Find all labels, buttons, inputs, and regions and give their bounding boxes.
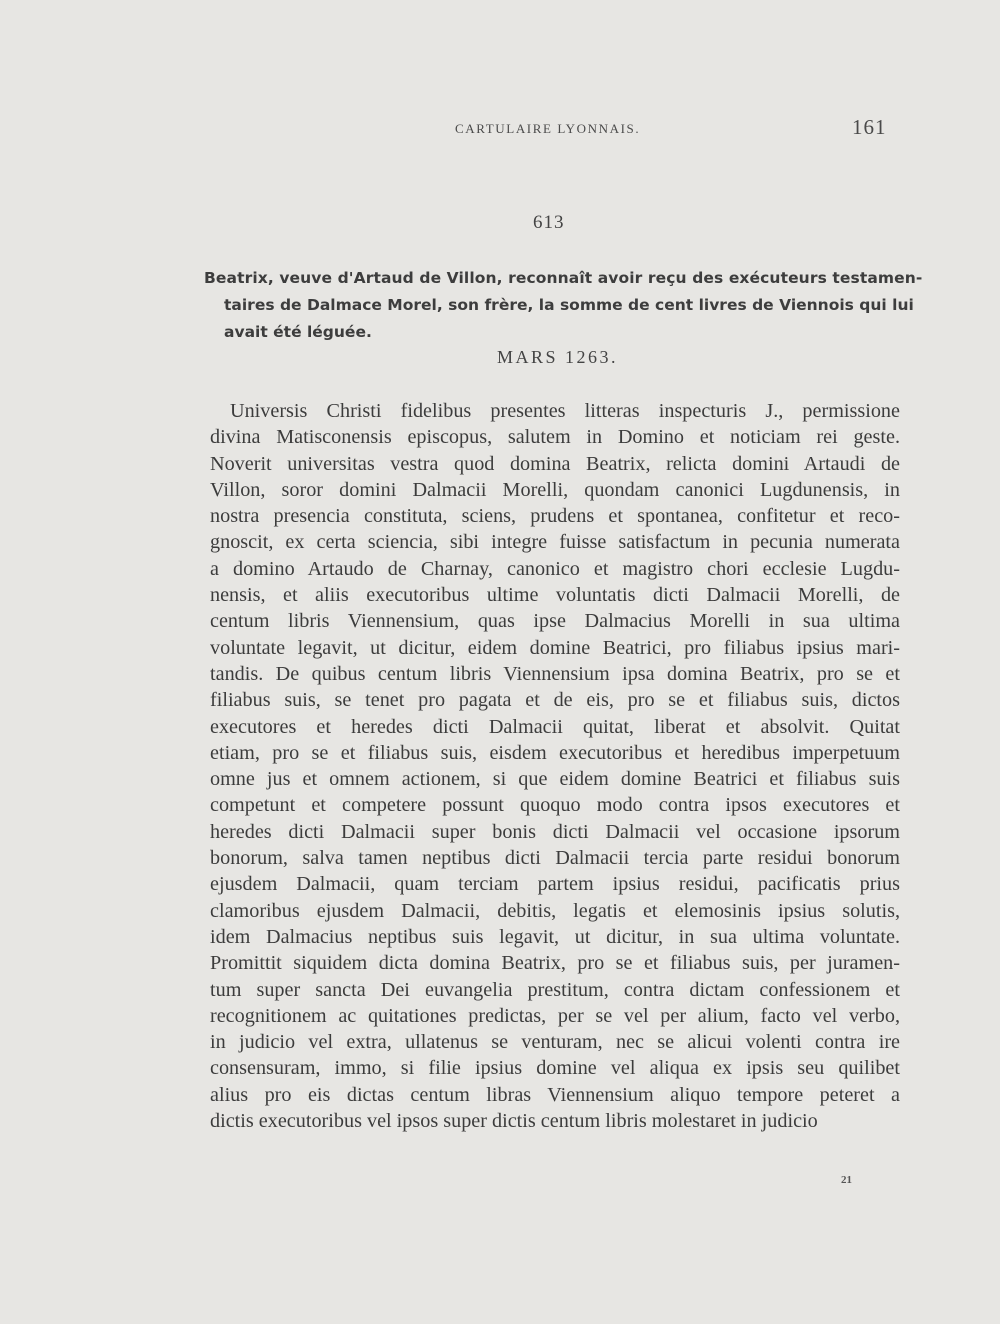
- text-line: bonorum, salva tamen neptibus dicti Dalmacii tercia parte residui bonorum: [210, 847, 900, 870]
- text-line: etiam, pro se et filiabus suis, eisdem executoribus et heredibus imperpetuum: [210, 741, 900, 764]
- text-line: competunt et competere possunt quoquo modo contra ipsos executores et: [210, 794, 900, 817]
- charter-text: [210, 398, 900, 1134]
- text-line: nensis, et aliis executoribus ultime voluntatis dicti Dalmacii Morelli, de: [210, 584, 900, 607]
- text-line: centum libris Viennensium, quas ipse Dalmacius Morelli in sua ultima: [210, 610, 900, 633]
- text-line: Universis Christi fidelibus presentes litteras inspecturis J., permissione: [230, 400, 900, 422]
- charter-number: 613: [533, 212, 565, 233]
- running-title: CARTULAIRE LYONNAIS.: [455, 121, 641, 136]
- text-line: nostra presencia constituta, sciens, prudens et spontanea, confitetur et reco-: [210, 505, 900, 528]
- text-line: tandis. De quibus centum libris Viennensium ipsa domina Beatrix, pro se et: [210, 662, 900, 685]
- text-line: in judicio vel extra, ullatenus se venturam, nec se alicui volenti contra ire: [210, 1031, 900, 1054]
- page-number: 161: [852, 115, 887, 139]
- charter-summary: [204, 265, 923, 346]
- text-line: idem Dalmacius neptibus suis legavit, ut dicitur, in sua ultima voluntate.: [210, 925, 900, 948]
- text-line: omne jus et omnem actionem, si que eidem domine Beatrici et filiabus suis: [210, 768, 900, 791]
- text-line: divina Matisconensis episcopus, salutem in Domino et noticiam rei geste.: [210, 426, 900, 449]
- text-line: Noverit universitas vestra quod domina Beatrix, relicta domini Artaudi de: [210, 452, 900, 475]
- text-line: heredes dicti Dalmacii super bonis dicti Dalmacii vel occasione ipsorum: [210, 820, 900, 843]
- text-line: gnoscit, ex certa sciencia, sibi integre fuisse satisfactum in pecunia numerata: [210, 531, 900, 554]
- text-line: executores et heredes dicti Dalmacii quitat, liberat et absolvit. Quitat: [210, 715, 900, 738]
- text-line: clamoribus ejusdem Dalmacii, debitis, legatis et elemosinis ipsius solutis,: [210, 899, 900, 922]
- text-line: dictis executoribus vel ipsos super dictis centum libris molestaret in judicio: [210, 1110, 818, 1133]
- summary-line: taires de Dalmace Morel, son frère, la somme de cent livres de Viennois qui lui: [224, 296, 914, 314]
- text-line: Villon, soror domini Dalmacii Morelli, quondam canonici Lugdunensis, in: [210, 478, 900, 501]
- summary-line: avait été léguée.: [224, 323, 372, 341]
- text-line: alius pro eis dictas centum libras Viennensium aliquo tempore peteret a: [210, 1083, 900, 1106]
- text-line: Promittit siquidem dicta domina Beatrix, pro se et filiabus suis, per juramen-: [210, 952, 900, 975]
- text-line: ejusdem Dalmacii, quam terciam partem ipsius residui, pacificatis prius: [210, 873, 900, 896]
- text-line: recognitionem ac quitationes predictas, per se vel per alium, facto vel verbo,: [210, 1004, 900, 1027]
- text-line: a domino Artaudo de Charnay, canonico et magistro chori ecclesie Lugdu-: [210, 557, 900, 580]
- text-line: tum super sancta Dei euvangelia prestitum, contra dictam confessionem et: [210, 978, 900, 1001]
- signature-mark: 21: [841, 1174, 852, 1186]
- text-line: voluntate legavit, ut dicitur, eidem domine Beatrici, pro filiabus ipsius mari-: [210, 636, 900, 659]
- text-line: filiabus suis, se tenet pro pagata et de eis, pro se et filiabus suis, dictos: [210, 689, 900, 712]
- text-line: consensuram, immo, si filie ipsius domine vel aliqua ex ipsis seu quilibet: [210, 1057, 900, 1080]
- charter-date: MARS 1263.: [497, 347, 619, 367]
- summary-line: Beatrix, veuve d'Artaud de Villon, reconnaît avoir reçu des exécuteurs testamen-: [204, 269, 923, 287]
